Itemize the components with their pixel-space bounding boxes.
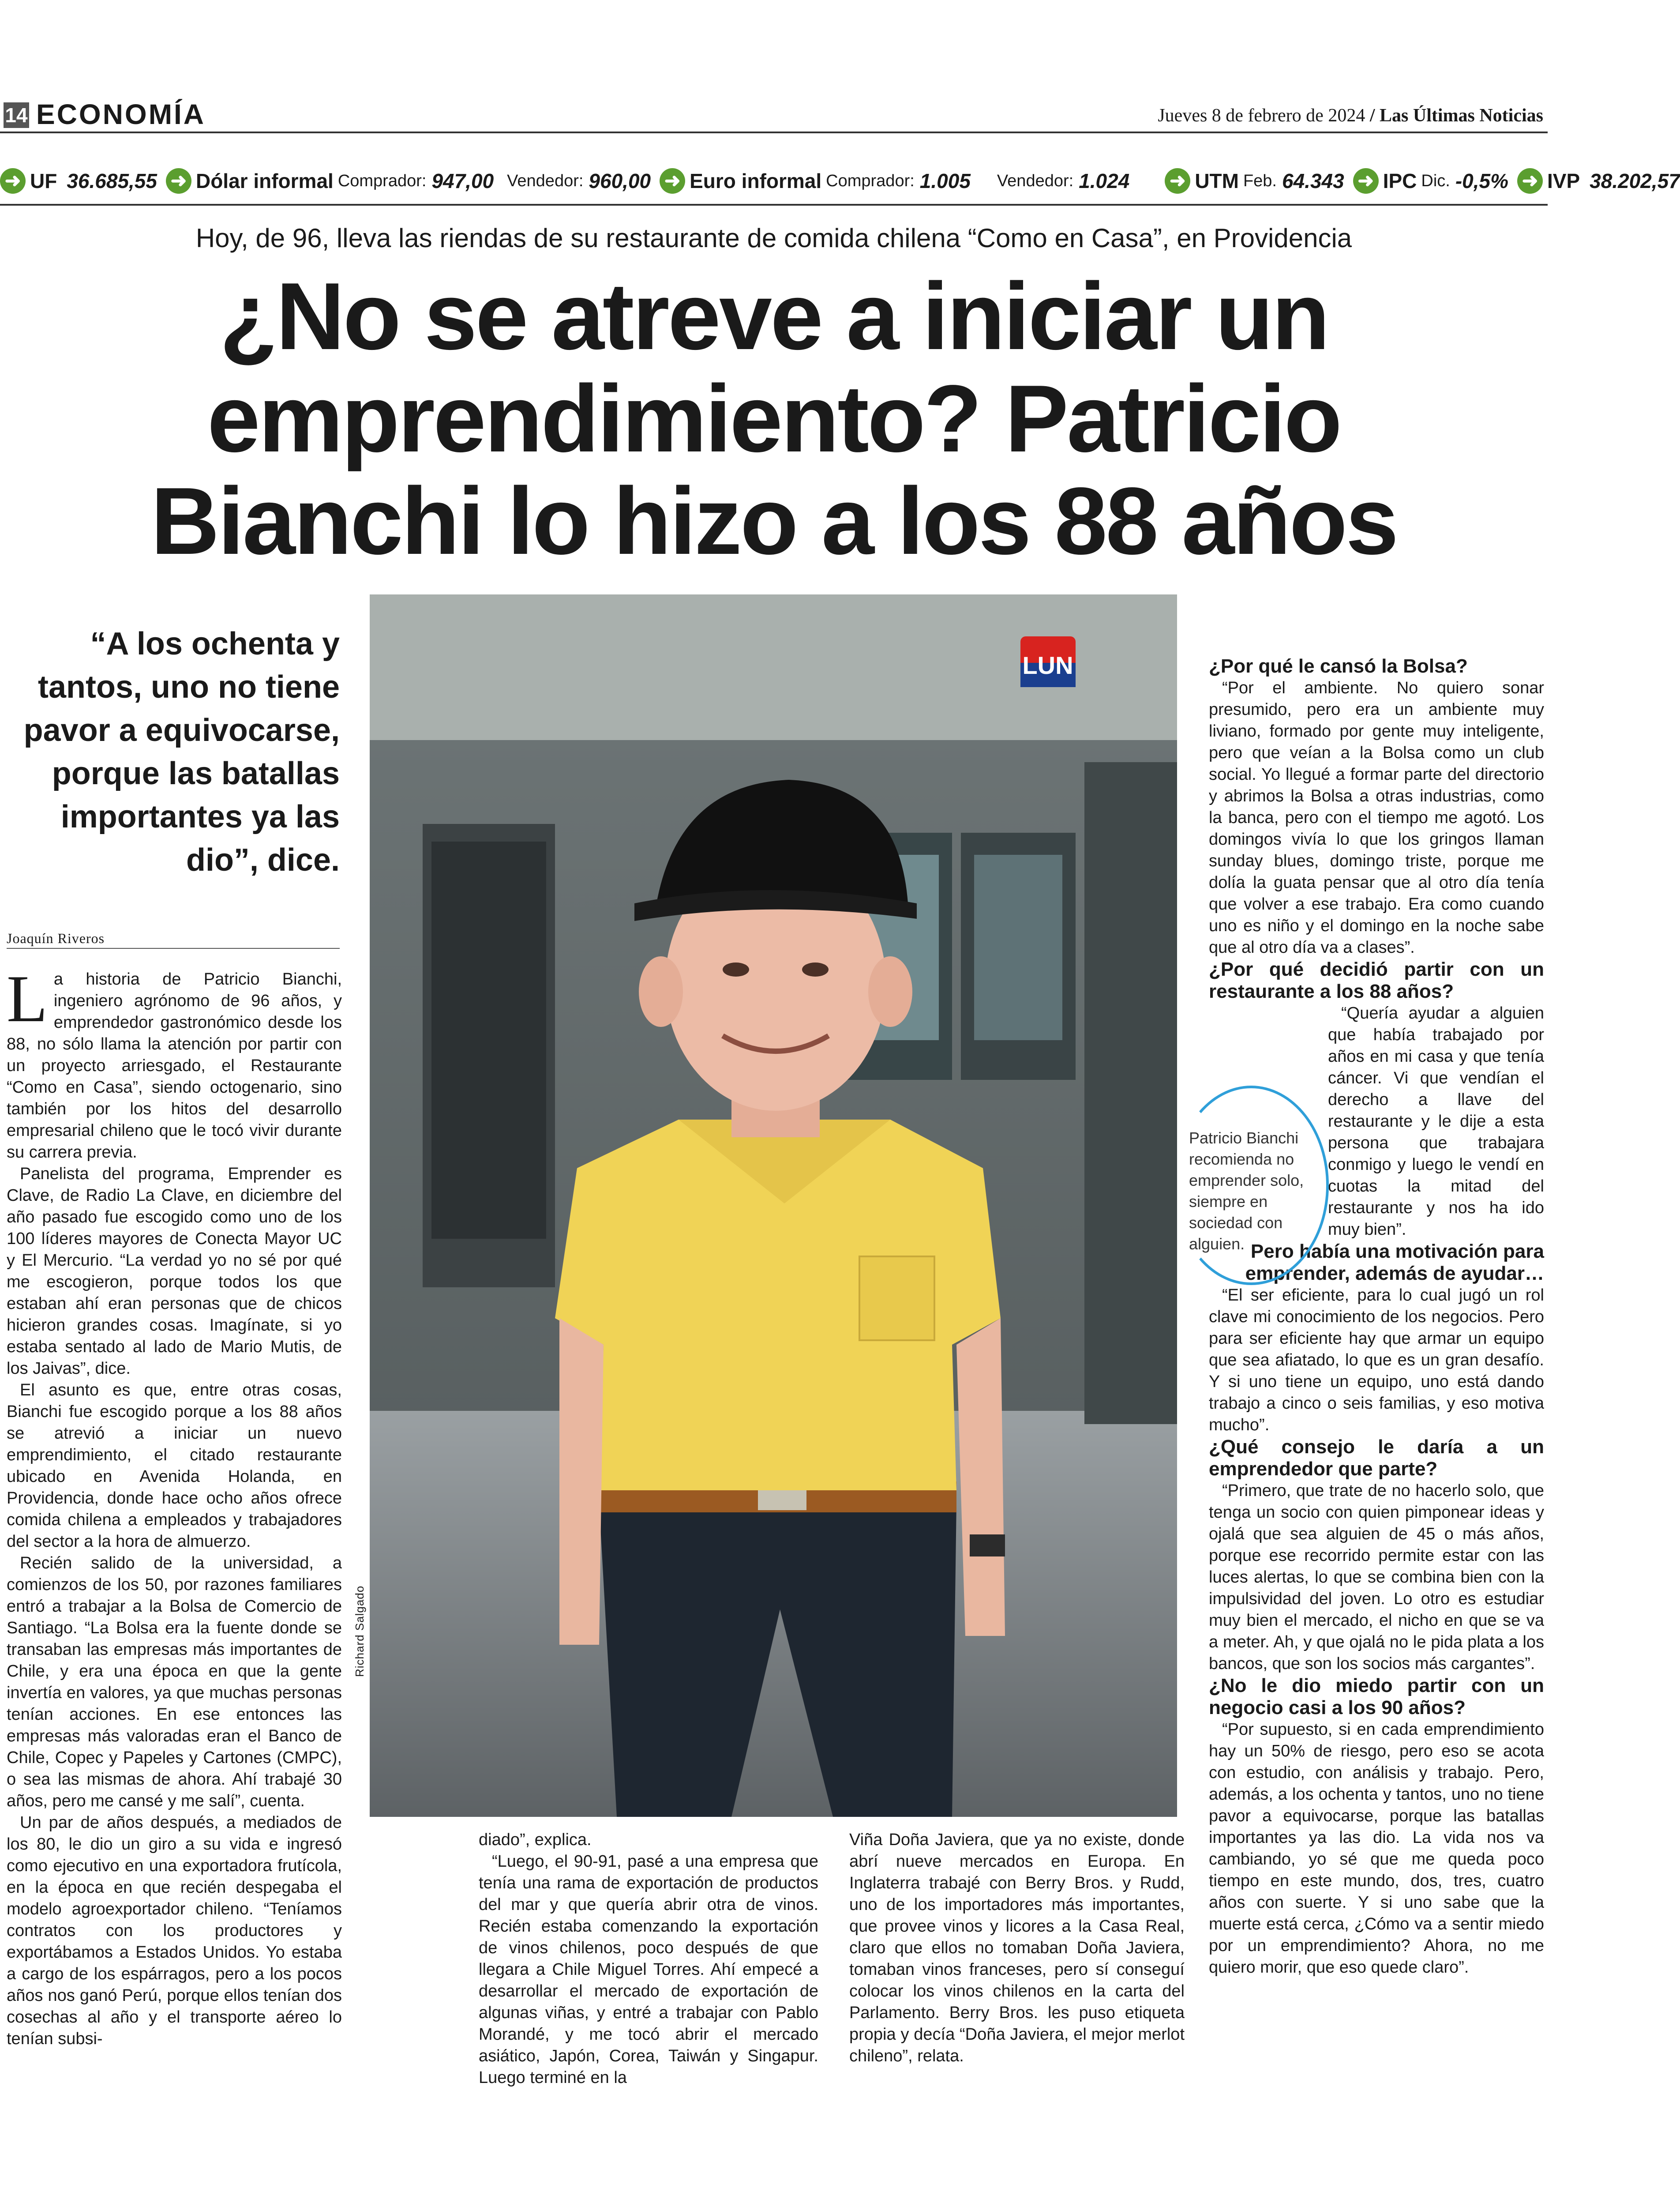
indicator-label: Dólar informal bbox=[195, 169, 334, 192]
issue-date: Jueves 8 de febrero de 2024 bbox=[1158, 105, 1365, 126]
indicator-value: 1.024 bbox=[1079, 169, 1130, 192]
lun-badge bbox=[1020, 636, 1076, 687]
portrait-photo bbox=[370, 594, 1177, 1817]
economic-indicators-bar bbox=[0, 163, 1680, 199]
answer: “Primero, que trate de no hacerlo solo, que tenga un socio con quien pimponear ideas y ojalá que sea alguien de 45 o más años, porque ese recorrido permite estar con las luces alertas, lo que se combina bien con la impulsividad del joven. Lo otro es estudiar muy bien el mercado, el nicho en que se va a meter. Ah, y que ojalá no le pida plata a los bancos, que son los socios más cargantes”. bbox=[1209, 1481, 1544, 1673]
paragraph: “Luego, el 90-91, pasé a una empresa que tenía una rama de exportación de productos del mar y que quería abrir otra de vinos. Recién estaba comenzando la exportación de vinos chilenos, poco después de que llegara a Chile Miguel Torres. Ahí empecé a desarrollar el mercado de exportación de algunas viñas, y entré a trabajar con Pablo Morandé, y me tocó abrir el mercado asiático, Japón, Corea, Taiwán y Singapur. Luego terminé en la bbox=[479, 1852, 818, 2087]
answer: “Por el ambiente. No quiero sonar presumido, pero era un ambiente muy liviano, formado por gente muy inteligente, pero que veían a la Bolsa como un club social. Yo llegué a formar parte del directorio y abrimos la Bolsa a otras industrias, como la banca, pero con el tiempo me agotó. Los domingos vivía lo que los gringos llaman sunday blues, domingo triste, porque me dolía la guata pensar que al otro día tenía que volver a ese trabajo. Era como cuando uno es niño y el domingo en la noche sabe que al otro día va a clases”. bbox=[1209, 679, 1544, 957]
question: Pero había una motivación para emprender, además de ayudar… bbox=[1245, 1241, 1544, 1284]
indicator-euro bbox=[660, 168, 1129, 194]
indicator-value: 38.202,57 bbox=[1590, 169, 1680, 192]
indicator-sublabel: Comprador: bbox=[826, 171, 915, 190]
article-column-1 bbox=[7, 962, 342, 2050]
lun-badge-label: LUN bbox=[1022, 651, 1073, 679]
article-kicker: Hoy, de 96, lleva las riendas de su restaurante de comida chilena “Como en Casa”, en Providencia bbox=[195, 223, 1352, 253]
indicator-ivp bbox=[1517, 168, 1680, 194]
publication-name: Las Últimas Noticias bbox=[1380, 105, 1543, 126]
header-rule bbox=[0, 132, 1548, 133]
pull-quote: “A los ochenta y tantos, uno no tiene pavor a equivocarse, porque las batallas importantes ya las dio”, dice. bbox=[23, 626, 340, 878]
portrait-illustration bbox=[370, 594, 1177, 1817]
indicator-value: 64.343 bbox=[1282, 169, 1344, 192]
article-headline: ¿No se atreve a iniciar un emprendimiento? Patricio Bianchi lo hizo a los 88 años bbox=[150, 263, 1397, 574]
indicator-label: IPC bbox=[1383, 169, 1417, 192]
paragraph: a historia de Patricio Bianchi, ingeniero agrónomo de 96 años, y emprendedor gastronómico desde los 88, no sólo llama la atención por partir con un proyecto arriesgado, el Restaurante “Como en Casa”, siendo octogenario, sino también por los hitos del desarrollo empresarial chileno que le tocó vivir durante su carrera previa. bbox=[7, 970, 342, 1162]
indicator-value: 36.685,55 bbox=[67, 169, 157, 192]
indicator-label: IVP bbox=[1547, 169, 1580, 192]
indicator-ipc bbox=[1353, 168, 1508, 194]
qa-column bbox=[1209, 655, 1544, 1978]
indicator-label: UTM bbox=[1195, 169, 1239, 192]
paragraph: El asunto es que, entre otras cosas, Bianchi fue escogido porque a los 88 años se atrevió a iniciar un nuevo emprendimiento, el citado restaurante ubicado en Avenida Holanda, en Providencia, donde hace ocho años ofrece comida chilena a empleados y trabajadores del sector a la hora de almuerzo. bbox=[7, 1381, 342, 1551]
arrow-right-icon: ➜ bbox=[1517, 168, 1543, 194]
arrow-right-icon: ➜ bbox=[166, 168, 191, 194]
page-number: 14 bbox=[4, 102, 29, 128]
dateline-separator: / bbox=[1369, 105, 1375, 126]
question: ¿Por qué le cansó la Bolsa? bbox=[1209, 655, 1468, 677]
indicator-value: -0,5% bbox=[1455, 169, 1509, 192]
photo-credit: Richard Salgado bbox=[353, 1585, 366, 1677]
arrow-right-icon: ➜ bbox=[1353, 168, 1379, 194]
indicator-value: 1.005 bbox=[919, 169, 971, 192]
indicator-uf bbox=[0, 168, 157, 194]
byline-rule bbox=[7, 948, 340, 949]
indicator-dolar bbox=[166, 168, 651, 194]
article-column-3 bbox=[849, 1829, 1185, 2067]
arrow-right-icon: ➜ bbox=[660, 168, 685, 194]
indicator-utm bbox=[1165, 168, 1344, 194]
dateline bbox=[1158, 105, 1543, 126]
arrow-right-icon: ➜ bbox=[1165, 168, 1190, 194]
article-column-2 bbox=[479, 1829, 818, 2089]
indicator-sublabel: Comprador: bbox=[338, 171, 427, 190]
question: ¿Por qué decidió partir con un restaurante a los 88 años? bbox=[1209, 959, 1544, 1002]
answer: “Por supuesto, si en cada emprendimiento hay un 50% de riesgo, pero eso se acota con estudio, con análisis y trabajo. Pero, además, a los ochenta y tantos, uno no tiene pavor a equivocarse, porque las batallas importantes ya las dio. La vida nos va cambiando, yo sé que me queda poco tiempo en este mundo, dos, tres, cuatro años con suerte. Y si uno sabe que la muerte está cerca, ¿Cómo va a sentir miedo por un emprendimiento? Ahora, no me quiero morir, que eso quede claro”. bbox=[1209, 1720, 1544, 1977]
paragraph: Panelista del programa, Emprender es Clave, de Radio La Clave, en diciembre del año pasado fue escogido como uno de los 100 líderes mayores de Conecta Mayor UC y El Mercurio. “La verdad yo no sé por qué me escogieron, porque todos los que estaban ahí eran personas que de chicos hicieron grandes cosas. Imagínate, si yo estaba sentado al lado de Mario Mutis, de los Jaivas”, dice. bbox=[7, 1165, 342, 1378]
answer: “Quería ayudar a alguien que había trabajado por años en mi casa y que tenía cáncer. Vi que vendían el derecho a llave del restaurante y le dije a esta persona que trabajara conmigo y luego le vendí en cuotas la mitad del restaurante y nos ha ido muy bien”. bbox=[1328, 1004, 1544, 1239]
indicator-label: UF bbox=[30, 169, 57, 192]
indicator-value: 947,00 bbox=[431, 169, 494, 192]
indicator-sublabel: Dic. bbox=[1421, 171, 1450, 190]
question: ¿No le dio miedo partir con un negocio casi a los 90 años? bbox=[1209, 1675, 1544, 1718]
section-title: ECONOMÍA bbox=[36, 98, 206, 130]
paragraph: diado”, explica. bbox=[479, 1831, 592, 1849]
indicators-rule bbox=[0, 204, 1548, 206]
paragraph: Viña Doña Javiera, que ya no existe, donde abrí nueve mercados en Europa. En Inglaterra trabajé con Berry Bros. y Rudd, uno de los importadores más importantes, que provee vinos y licores a la Casa Real, claro que ellos no tomaban Doña Javiera, tomaban vinos franceses, pero sí conseguí colocar los vinos chilenos en la carta del Parlamento. Berry Bros. les puso etiqueta propia y decía “Doña Javiera, el mejor merlot chileno”, relata. bbox=[849, 1831, 1185, 2065]
indicator-sublabel: Vendedor: bbox=[997, 171, 1074, 190]
drop-cap: L bbox=[7, 962, 48, 1036]
indicator-value: 960,00 bbox=[589, 169, 651, 192]
indicator-sublabel: Feb. bbox=[1243, 171, 1277, 190]
photo-caption: Patricio Bianchi recomienda no emprender solo, siempre en sociedad con alguien. bbox=[1189, 1129, 1304, 1253]
indicator-label: Euro informal bbox=[690, 169, 822, 192]
paragraph: Un par de años después, a mediados de los 80, le dio un giro a su vida e ingresó como ejecutivo en una exportadora frutícola, en la época en que recién despegaba el modelo agroexportador chileno. “Teníamos contratos con los productores y exportábamos a Estados Unidos. Yo estaba a cargo de los espárragos, pero a los pocos años nos ganó Perú, porque ellos tenían dos cosechas al año y el transporte aéreo lo tenían subsi- bbox=[7, 1813, 342, 2048]
arrow-right-icon: ➜ bbox=[0, 168, 26, 194]
question: ¿Qué consejo le daría a un emprendedor que parte? bbox=[1209, 1436, 1544, 1480]
byline: Joaquín Riveros bbox=[7, 930, 105, 946]
paragraph: Recién salido de la universidad, a comienzos de los 50, por razones familiares entró a trabajar a la Bolsa de Comercio de Santiago. “La Bolsa era la fuente donde se transaban las empresas más importantes de Chile, y era una época en que la gente invertía en valores, ya que muchas personas tenían acciones. En ese entonces las empresas más valoradas eran el Banco de Chile, Copec y Papeles y Cartones (CMPC), o sea las mismas de ahora. Ahí trabajé 30 años, pero me cansé y me salí”, cuenta. bbox=[7, 1554, 342, 1810]
answer: “El ser eficiente, para lo cual jugó un rol clave mi conocimiento de los negocios. Pero para ser eficiente hay que armar un equipo que sea afiatado, lo que es un gran desafío. Y si uno tiene un equipo, uno está dando trabajo a cinco o seis familias, y eso motiva mucho”. bbox=[1209, 1286, 1544, 1434]
indicator-sublabel: Vendedor: bbox=[507, 171, 584, 190]
